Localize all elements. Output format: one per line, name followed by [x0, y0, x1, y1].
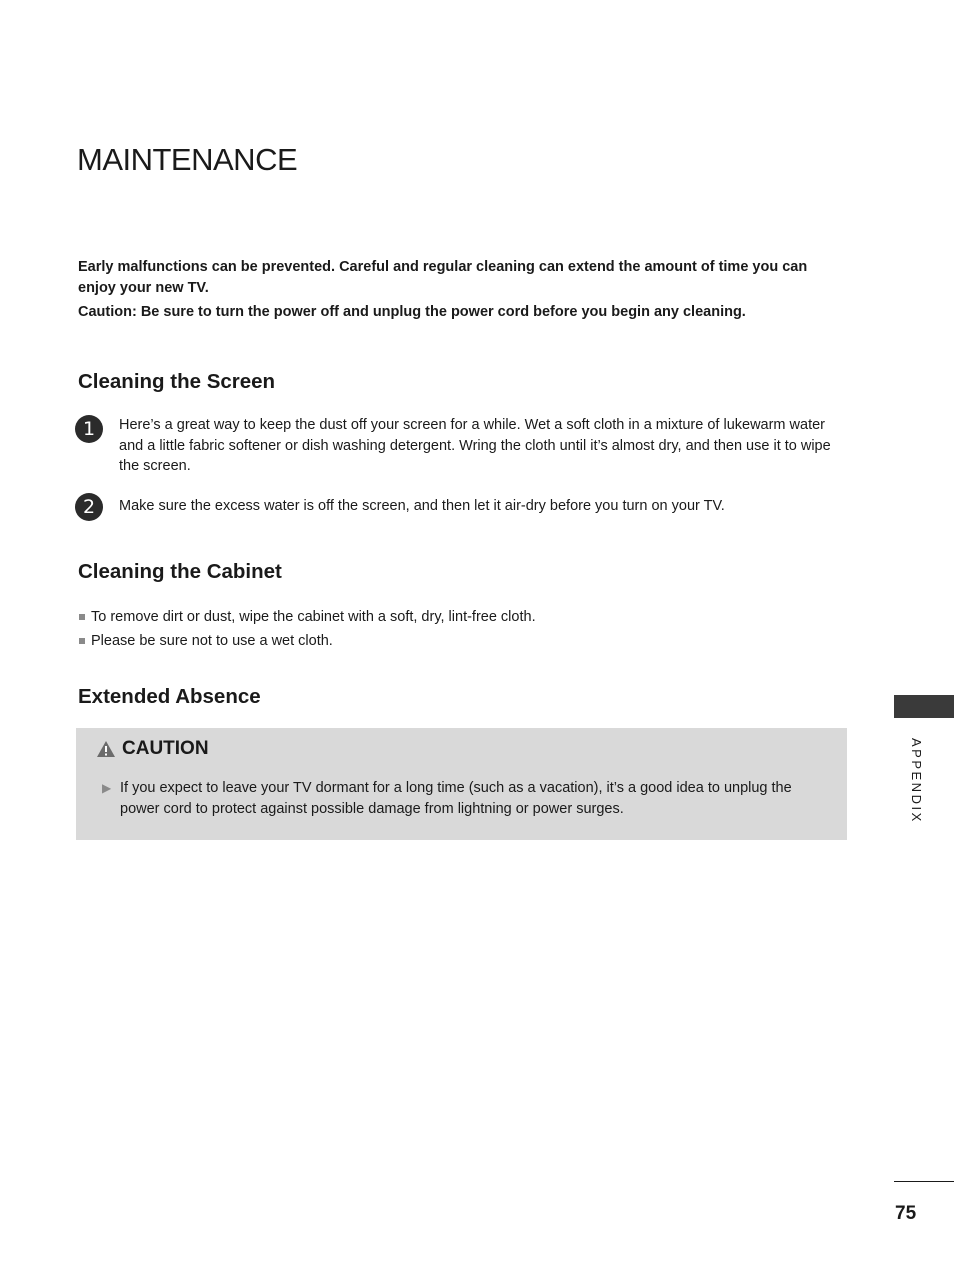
intro-paragraph: Early malfunctions can be prevented. Careful and regular cleaning can extend the amount of time you can enjoy your new TV.: [78, 259, 808, 296]
footer-rule: [894, 1181, 954, 1182]
caution-header: [96, 738, 209, 760]
section-tab-marker: [894, 695, 954, 718]
page-number: 75: [895, 1203, 917, 1224]
triangle-arrow-icon: ▶: [102, 781, 112, 795]
list-item: [79, 629, 536, 653]
intro-text: [78, 257, 838, 323]
section-heading-absence: Extended Absence: [78, 685, 261, 708]
caution-text: If you expect to leave your TV dormant for a long time (such as a vacation), it’s a good idea to unplug the power cord to protect against possible damage from lightning or power surges.: [120, 780, 792, 817]
list-item-text: To remove dirt or dust, wipe the cabinet with a soft, dry, lint-free cloth.: [91, 609, 536, 625]
section-heading-screen: Cleaning the Screen: [78, 370, 276, 393]
warning-triangle-icon: [96, 740, 116, 758]
list-item-text: Please be sure not to use a wet cloth.: [91, 633, 333, 649]
square-bullet-icon: [79, 638, 85, 644]
page-title: MAINTENANCE: [77, 142, 298, 177]
numbered-circle-icon: 1: [75, 415, 103, 443]
section-heading-cabinet: Cleaning the Cabinet: [78, 560, 282, 583]
numbered-circle-icon: 2: [75, 493, 103, 521]
side-tab-label: APPENDIX: [909, 738, 924, 824]
caution-label: CAUTION: [122, 738, 209, 759]
step-text: Here’s a great way to keep the dust off your screen for a while. Wet a soft cloth in a mixture of lukewarm water and a little fabric softener or dish washing detergent. Wring the cloth until it’s almost dry, and then use it to wipe the screen.: [119, 417, 831, 474]
list-item: [79, 605, 536, 629]
step-text: Make sure the excess water is off the screen, and then let it air-dry before you turn on your TV.: [119, 498, 725, 514]
caution-box: [76, 728, 847, 840]
intro-caution: Caution: Be sure to turn the power off and unplug the power cord before you begin any cleaning.: [78, 304, 746, 320]
square-bullet-icon: [79, 614, 85, 620]
cabinet-bullet-list: [79, 605, 536, 653]
